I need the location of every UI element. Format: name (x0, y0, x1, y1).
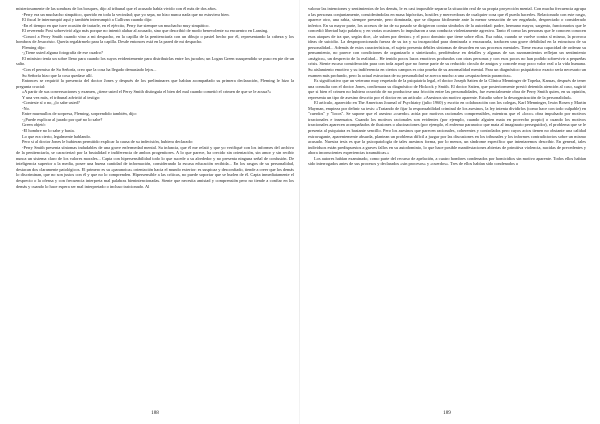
right-page (308, 6, 586, 418)
paragraph: El ministro tenía un sobre lleno para cuando los suyos evidentemente para distribuirlas entre los jurados; un Logan Green susupendido se puso en pie de un salto. (16, 55, 294, 67)
book-gutter (299, 0, 300, 424)
paragraph: -Conocí a Perry Smith cuando vino a mi despacho, en la capilla de la penitenciaría con un dibujo o pastel hecho por él, representando la cabeza y los hombros de Jesucristo. Quería regalármelo para la capilla. Desde entonces está en la pared de mi despacho. (16, 33, 294, 45)
paragraph: Es significativo que un veterano muy respetado de la psiquiatría legal, el doctor Joseph Satten de la Clínica Menninger de Topeka, Kansas, después de tener una consulta con el doctor Jones, confirmara su diagnóstico de Hickock y Smith. El doctor Satten, que posteriormente prestó detenida atención al caso, sugirió que si bien el crimen no hubiera ocurrido de no producirse una fricción entre las personalidades, fue esencialmente obra de Perry Smith quien, en su opinión, representa un tipo de asesino descrito por el doctor en un artículo: «Asesinos sin motivo aparente. Estudio sobre la desorganización de la personalidad». (308, 78, 586, 100)
paragraph: -Con el permiso de Su Señoría, creo que la cosa ha llegado demasiado lejos... (22, 67, 157, 73)
paragraph: Lo que era cierto, legalmente hablando. (22, 133, 91, 139)
paragraph: -En el tiempo en que tuve ocasión de tratarle, en el ejército, Perry fue siempre un muchacho muy simpático. (22, 22, 210, 28)
paragraph: Su Señoría hizo que la cosa quedase allí. (22, 72, 93, 78)
paragraph: Pero si al doctor Jones le hubieran permitido explicar la causa de su indecisión, hubiera declarado: (22, 139, 194, 145)
paragraph: valorar las intenciones y sentimientos de los demás, le es casi imposible separar la situación real de su propia proyección mental. Con mucha frecuencia agrupa a las personas conjuntamente, considerándolas en masa hipócritas, hostiles y merecedoras de cualquier cosa que él pueda hacerles. Relacionado con este rasgo, aparece otro, una rabia, siempre presente, pero dominada, que se dispara fácilmente ante la menor sensación de ser engañado, despreciado o considerado inferior. En su mayor parte, los accesos de ira de su pasado se dirigieron contra símbolos de la autoridad: padre, hermano mayor, sargento, funcionarios que le concedió libertad bajo palabra; y en varias ocasiones lo impulsaron a una conducta violentamente agresiva. Tanto él como las personas que le conocen conocen esos ataques de ira que, según dice, «le suben por dentro» y el poco dominio que tiene sobre ellos. Esa rabia, cuando se vuelve contra sí mismo, la provoca ideas de suicidio. La desproporcionada fuerza de su ira y su incapacidad para dominarla o encauzarla, traducen una grave debilidad en la estructura de su personalidad... Además de estos características, el sujeto presenta débiles síntomas de desorden en sus procesos mentales. Tiene escasa capacidad de ordenar su pensamiento, no parece con condiciones de organizarlo o sintetizarlo, perdiéndose en detalles y algunas de sus razonamientos reflejan un sentimiento «mágico», un desprecio de la realidad... He tenido pocos lazos emotivos profundos con otras personas y con esos pocos no han podido sobrevivir a pequeñas crisis. Siente escaso consideración para con toda aquel que no forme parte de su reducido círculo de amigos y concede muy poco valor real a la vida humana. Su aislamiento emotivo y su indiferencia en ciertos campos es otra prueba de su anormalidad mental. Para un diagnóstico psiquiátrico exacto sería necesario un examen más profundo, pero la actual estructura de su personalidad se acerca mucho a una «esquizofrenia paranoica». (308, 6, 586, 78)
paragraph: -Conteste sí o no, ¿lo sabe usted? (22, 100, 80, 106)
paragraph: El artículo, aparecido en The American Journal of Psychiatry (julio 1960) y escrito en colaboración con los colegas, Karl Menninger, Irwin Rosen y Martin Mayman, empieza por definir su tesis: «Tratando de fijar la responsabilidad criminal de los asesinos, la ley intenta dividirlos (como hace con todo culpable) en "cuerdos" y "locos". Se supone que el asesino «cuerdo» actúa por motivos racionales comprensibles, mientras que el «loco» obra impulsado por motivos irracionales e insensatos. Cuando los motivos racionales son evidentes (por ejemplo, cuando alguien mata en provecho propio) o cuando los motivos irracionales aparecen acompañados de ilusiones o alucinaciones (por ejemplo, el enfermo paranoico que mata al imaginario perseguidor), el problema que se le presenta al psiquiatra es bastante sencillo. Pero los asesinos que parecen racionales, coherentes y controlados pero cuyos actos tienen no obstante una calidad extravagante, aparentemente absurda, plantean un problema difícil a juzgar por las discusiones en los tribunales y los informes contradictorios sobre un mismo acusado. Nuestra tesis es que la psicopatología de tales asesinos forma, por lo menos, un síndrome específico que intentaremos describir. En general, tales individuos están predispuestos a graves fallos en su autodominio, lo que hace posible manifestaciones abiertas de primitiva violencia, nacidas de precedentes y ahora inconscientes experiencias traumáticas.» (308, 100, 586, 156)
left-page-number: 188 (151, 410, 159, 416)
paragraph: Fleming dijo: (22, 44, 46, 50)
paragraph: Y una vez más, el tribunal advirtió al testigo: (22, 94, 101, 100)
right-page-text (308, 6, 586, 167)
paragraph: misteriosamente de las sombras de los bosques, dijo al tribunal que el acusado había vivido con él más de dos años. (16, 6, 217, 11)
paragraph: -Perry era un muchacho simpático, querido en toda la vecindad; que yo sepa, no hizo nunca nada que no estuviera bien. (22, 11, 230, 17)
paragraph: -El hombre no lo sabe y basta. (22, 128, 75, 134)
paragraph: «A partir de sus conversaciones y examen, ¿tiene usted el Perry Smith distinguía el bien del mal cuando cometió el crimen de que se le acusa?» (22, 89, 272, 95)
paragraph: Entonces se requirió la presencia del doctor Jones y después de los preliminares que habían acompañado su primera declaración, Fleming le hizo la pregunta crucial: (16, 78, 294, 89)
right-page-number: 189 (443, 410, 451, 416)
paragraph: El fiscal le interrumpió aquí y también interrumpió a Cullivan cuando dijo: (22, 17, 153, 23)
paragraph: -¿Puede explicar al jurado por qué no lo sabe? (22, 116, 103, 122)
paragraph: Green objetó: (22, 122, 46, 128)
paragraph: -No. (22, 105, 30, 111)
paragraph: Entre murmullos de sorpresa, Fleming, sorprendido también, dijo: (22, 111, 137, 117)
paragraph: -Perry Smith presenta síntomas indudables de una grave enfermedad mental. Su infancia, que él me relató y que yo verifiqué con los informes del archivo de la penitenciaría, se caracterizó por la brutalidad e indiferencia de ambos progenitores. A lo que parece, ha crecido sin orientación, sin amor y sin recibir nunca un sistema claro de los valores morales... Capta con hipersensibilidad todo lo que sucede a su alrededor y no presenta ninguna señal de confusión. De inteligencia superior a la media, posee una buena cantidad de información, considerando la escasa educación recibida... En los rasgos de su personalidad, destacan dos claramente patológicos. El primero es su «paranoica» orientación hacia el mundo exterior: es suspicaz y desconfiado, tiende a creer que los demás lo discriminan, que no son justos con él y que no lo comprenden. Hipersensible a las críticas, no puede soportar que se burlen de él. Capta inmediatamente el desprecio o la ofensa y con frecuencia interpreta mal palabras bienintencionadas. Siente que necesita amistad y comprensión pero no tiende a confiar en los demás y cuando lo hace espera ser mal interpretado o incluso traicionado. Al (16, 144, 294, 189)
paragraph: -¿Tiene usted alguna fotografía de ese cuadro? (22, 50, 103, 56)
paragraph: Los autores habían examinado, como parte del recurso de apelación, a cuatro hombres condenados por homicidios sin motivo aparente. Todos ellos habían sido interrogados antes de sus procesos y declarados «sin procesos» y «cuerdos». Tres de ellos habían sido condenados a (308, 155, 586, 167)
left-page (16, 6, 294, 418)
left-page-text (16, 6, 294, 189)
paragraph: El reverendo Post sobrevivió algo más porque no intentó alabar al acusado, sino que describió de modo benevolente su encuentro en Lansing. (22, 28, 269, 34)
